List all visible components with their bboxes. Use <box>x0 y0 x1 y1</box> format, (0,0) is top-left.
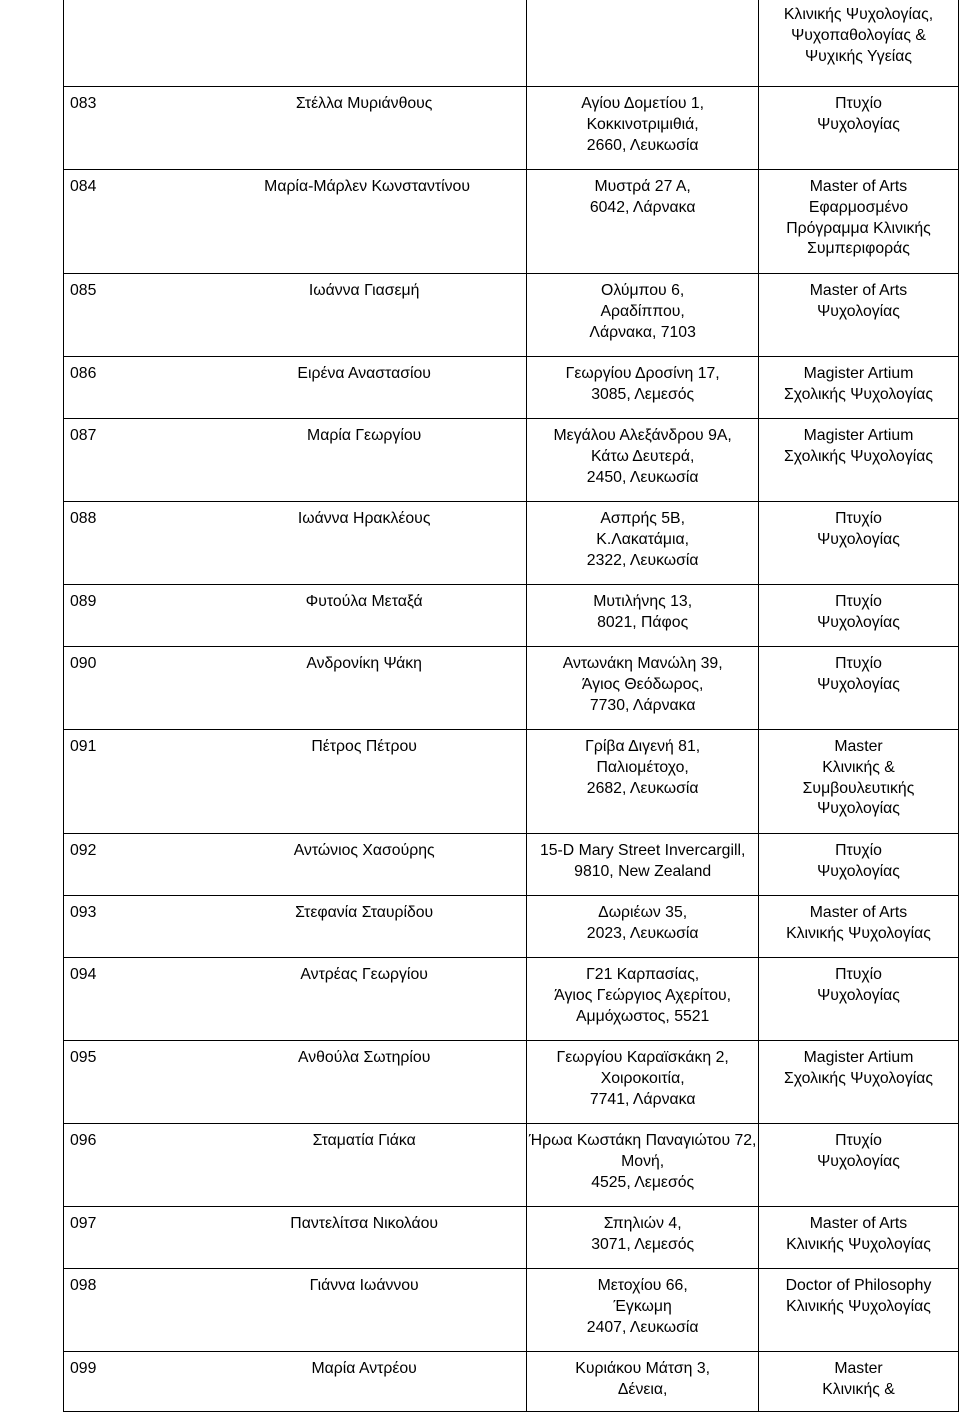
address-cell <box>527 1124 759 1207</box>
address-line: Ήρωα Κωστάκη Παναγιώτου 72, <box>528 1132 757 1149</box>
name-cell <box>295 730 527 834</box>
qualification-line: Κλινικής Ψυχολογίας <box>786 1297 931 1315</box>
address-line: Κάτω Δευτερά, <box>590 447 695 465</box>
address-cell <box>527 1352 759 1412</box>
address-line: Δένεια, <box>617 1380 668 1398</box>
qualification-line: Συμβουλευτικής <box>802 779 915 797</box>
qualification-line: Σχολικής Ψυχολογίας <box>784 447 933 465</box>
name-cell <box>295 419 527 502</box>
address-line: Γ21 Καρπασίας, <box>586 966 700 983</box>
table-row <box>64 170 959 274</box>
empty-cell <box>64 0 527 87</box>
table-row-continued <box>64 0 959 87</box>
table-row <box>64 274 959 357</box>
name-cell <box>290 1207 527 1269</box>
person-name: Παντελίτσα Νικολάου <box>290 1215 439 1232</box>
table-row <box>64 87 959 170</box>
qualification-line: Magister Artium <box>803 365 914 382</box>
name-cell <box>295 958 527 1041</box>
entry-number: 095 <box>64 1041 296 1124</box>
entry-number: 091 <box>64 730 296 834</box>
qualification-line: Ψυχολογίας <box>817 613 900 631</box>
qualification-line: Εφαρμοσμένο <box>808 198 909 216</box>
address-line: Άγιος Γεώργιος Αχερίτου, <box>554 986 732 1004</box>
person-name: Ειρένα Αναστασίου <box>297 365 431 382</box>
entry-number: 087 <box>64 419 296 502</box>
qualification-line: Ψυχολογίας <box>817 986 900 1004</box>
entry-number: 088 <box>64 502 296 585</box>
address-cell <box>527 730 759 834</box>
qualification-line: Magister Artium <box>803 427 914 444</box>
person-name: Μαρία-Μάρλεν Κωνσταντίνου <box>264 178 470 195</box>
name-cell <box>295 87 527 170</box>
address-line: Αμμόχωστος, 5521 <box>575 1007 710 1025</box>
qualification-line: Ψυχοπαθολογίας & <box>791 26 926 44</box>
table-row <box>64 1352 959 1412</box>
address-cell <box>527 896 759 958</box>
address-cell <box>527 419 759 502</box>
qualification-cell <box>759 502 959 585</box>
address-cell <box>527 647 759 730</box>
qualification-line: Κλινικής Ψυχολογίας <box>786 1235 931 1253</box>
entry-number: 089 <box>64 585 296 647</box>
qualification-line: Doctor of Philosophy <box>785 1277 932 1294</box>
address-line: Κοκκινοτριμιθιά, <box>586 115 699 133</box>
address-cell <box>527 1207 759 1269</box>
empty-cell <box>527 0 759 87</box>
entry-number: 099 <box>64 1352 296 1412</box>
address-line: 2407, Λευκωσία <box>586 1318 699 1336</box>
qualification-line: Πτυχίο <box>835 842 882 859</box>
address-line: Παλιομέτοχο, <box>596 758 689 776</box>
qualification-line: Συμπεριφοράς <box>807 240 910 258</box>
qualification-cell <box>759 1352 959 1412</box>
address-cell <box>527 357 759 419</box>
person-name: Ανδρονίκη Ψάκη <box>306 655 422 672</box>
qualification-cell <box>759 419 959 502</box>
qualification-cell <box>759 834 959 896</box>
name-cell <box>295 896 527 958</box>
qualification-line: Master <box>834 1360 883 1377</box>
entry-number: 086 <box>64 357 296 419</box>
qualification-line: Πτυχίο <box>835 966 882 983</box>
address-line: 2450, Λευκωσία <box>586 468 699 486</box>
address-line: 2322, Λευκωσία <box>586 551 699 569</box>
address-line: Κυριάκου Μάτση 3, <box>575 1360 711 1377</box>
qualification-cell <box>759 357 959 419</box>
address-line: 4525, Λεμεσός <box>591 1173 695 1191</box>
address-line: Μυτιλήνης 13, <box>593 593 693 610</box>
qualification-line: Πρόγραμμα Κλινικής <box>786 219 931 237</box>
entry-number: 090 <box>64 647 296 730</box>
address-line: Μονή, <box>621 1152 665 1170</box>
address-line: Έγκωμη <box>613 1297 672 1315</box>
address-line: Κ.Λακατάμια, <box>596 530 690 548</box>
qualification-line: Ψυχολογίας <box>817 862 900 880</box>
address-line: Σπηλιών 4, <box>603 1215 682 1232</box>
registry-table-body <box>64 0 959 1412</box>
address-line: 2682, Λευκωσία <box>586 779 699 797</box>
qualification-line: Κλινικής & <box>822 1380 895 1398</box>
person-name: Ιωάννα Γιασεμή <box>308 282 420 299</box>
table-row <box>64 585 959 647</box>
address-cell <box>527 170 759 274</box>
address-line: Αραδίππου, <box>600 302 685 320</box>
person-name: Αντώνιος Χασούρης <box>293 842 435 859</box>
qualification-line: Ψυχολογίας <box>817 675 900 693</box>
address-line: 6042, Λάρνακα <box>589 198 696 216</box>
name-cell <box>295 585 527 647</box>
address-line: Ασπρής 5Β, <box>600 510 685 527</box>
entry-number: 092 <box>64 834 296 896</box>
address-line: 8021, Πάφος <box>597 613 689 631</box>
qualification-cell <box>759 958 959 1041</box>
address-line: Γεωργίου Καραϊσκάκη 2, <box>556 1049 729 1066</box>
person-name: Φυτούλα Μεταξά <box>305 593 423 610</box>
table-row <box>64 1207 959 1269</box>
address-cell <box>527 834 759 896</box>
qualification-cell <box>759 730 959 834</box>
person-name: Σταματία Γιάκα <box>312 1132 416 1149</box>
qualification-line: Σχολικής Ψυχολογίας <box>784 1069 933 1087</box>
address-line: Ολύμπου 6, <box>601 282 685 299</box>
table-row <box>64 896 959 958</box>
qualification-cell <box>759 0 959 87</box>
address-line: 3071, Λεμεσός <box>591 1235 695 1253</box>
table-row <box>64 958 959 1041</box>
person-name: Μαρία Αντρέου <box>311 1360 417 1377</box>
qualification-cell <box>759 896 959 958</box>
table-row <box>64 357 959 419</box>
person-name: Ανθούλα Σωτηρίου <box>297 1049 431 1066</box>
person-name: Αντρέας Γεωργίου <box>300 966 428 983</box>
person-name: Πέτρος Πέτρου <box>311 738 417 755</box>
qualification-line: Ψυχολογίας <box>817 1152 900 1170</box>
address-line: 2660, Λευκωσία <box>586 136 699 154</box>
person-name: Γιάννα Ιωάννου <box>309 1277 419 1294</box>
address-line: Λάρνακα, 7103 <box>589 323 696 341</box>
address-line: 7741, Λάρνακα <box>589 1090 696 1108</box>
address-line: Μετοχίου 66, <box>597 1277 688 1294</box>
qualification-cell <box>759 1207 959 1269</box>
address-line: 15-D Mary Street Invercargill, <box>539 842 746 859</box>
address-cell <box>527 274 759 357</box>
table-row <box>64 647 959 730</box>
qualification-cell <box>759 274 959 357</box>
qualification-line: Master of Arts <box>809 1215 908 1232</box>
person-name: Στέλλα Μυριάνθους <box>295 95 433 112</box>
registry-table <box>63 0 959 1412</box>
address-line: Μεγάλου Αλεξάνδρου 9Α, <box>553 427 732 444</box>
name-cell <box>295 1041 527 1124</box>
qualification-line: Master of Arts <box>809 282 908 299</box>
address-cell <box>527 1269 759 1352</box>
qualification-cell <box>759 1041 959 1124</box>
address-line: Χοιροκοιτία, <box>600 1069 685 1087</box>
qualification-line: Ψυχολογίας <box>817 800 900 818</box>
address-cell <box>527 502 759 585</box>
address-line: 7730, Λάρνακα <box>589 696 696 714</box>
entry-number: 094 <box>64 958 296 1041</box>
address-line: Δωριέων 35, <box>598 904 688 921</box>
address-line: Μυστρά 27 Α, <box>594 178 691 195</box>
qualification-line: Κλινικής Ψυχολογίας <box>786 924 931 942</box>
qualification-line: Master of Arts <box>809 904 908 921</box>
qualification-line: Πτυχίο <box>835 1132 882 1149</box>
address-cell <box>527 1041 759 1124</box>
person-name: Μαρία Γεωργίου <box>307 427 422 444</box>
qualification-line: Πτυχίο <box>835 510 882 527</box>
qualification-line: Master of Arts <box>809 178 908 195</box>
qualification-line: Σχολικής Ψυχολογίας <box>784 385 933 403</box>
name-cell <box>295 1352 527 1412</box>
qualification-cell <box>759 647 959 730</box>
qualification-line: Πτυχίο <box>835 655 882 672</box>
address-line: 9810, New Zealand <box>574 862 712 880</box>
table-row <box>64 730 959 834</box>
address-line: Γρίβα Διγενή 81, <box>585 738 701 755</box>
entry-number: 084 <box>64 170 296 274</box>
table-row <box>64 502 959 585</box>
entry-number: 083 <box>64 87 296 170</box>
address-cell <box>527 958 759 1041</box>
entry-number: 085 <box>64 274 296 357</box>
qualification-cell <box>759 585 959 647</box>
entry-number: 093 <box>64 896 296 958</box>
table-row <box>64 1041 959 1124</box>
name-cell <box>295 502 527 585</box>
entry-number: 097 <box>64 1207 296 1269</box>
qualification-cell <box>759 1124 959 1207</box>
qualification-line: Πτυχίο <box>835 593 882 610</box>
address-line: 2023, Λευκωσία <box>586 924 699 942</box>
qualification-cell <box>759 87 959 170</box>
address-line: 3085, Λεμεσός <box>591 385 695 403</box>
person-name: Ιωάννα Ηρακλέους <box>297 510 431 527</box>
qualification-line: Κλινικής & <box>822 758 895 776</box>
entry-number: 096 <box>64 1124 296 1207</box>
qualification-line: Πτυχίο <box>835 95 882 112</box>
address-line: Άγιος Θεόδωρος, <box>581 675 704 693</box>
name-cell <box>295 834 527 896</box>
table-row <box>64 1124 959 1207</box>
qualification-line: Ψυχολογίας <box>817 530 900 548</box>
qualification-line: Ψυχολογίας <box>817 115 900 133</box>
address-cell <box>527 87 759 170</box>
table-row <box>64 419 959 502</box>
qualification-line: Magister Artium <box>803 1049 914 1066</box>
address-cell <box>527 585 759 647</box>
name-cell <box>295 357 527 419</box>
name-cell <box>295 647 527 730</box>
entry-number: 098 <box>64 1269 296 1352</box>
name-cell <box>295 274 527 357</box>
table-row <box>64 834 959 896</box>
address-line: Αγίου Δομετίου 1, <box>581 95 705 112</box>
qualification-line: Κλινικής Ψυχολογίας, <box>783 6 934 23</box>
qualification-cell <box>759 170 959 274</box>
address-line: Αντωνάκη Μανώλη 39, <box>562 655 723 672</box>
person-name: Στεφανία Σταυρίδου <box>295 904 434 921</box>
name-cell <box>295 1124 527 1207</box>
name-cell <box>264 170 527 274</box>
qualification-line: Master <box>834 738 883 755</box>
table-row <box>64 1269 959 1352</box>
address-line: Γεωργίου Δροσίνη 17, <box>565 365 720 382</box>
qualification-line: Ψυχικής Υγείας <box>804 47 912 65</box>
qualification-cell <box>759 1269 959 1352</box>
name-cell <box>295 1269 527 1352</box>
qualification-line: Ψυχολογίας <box>817 302 900 320</box>
